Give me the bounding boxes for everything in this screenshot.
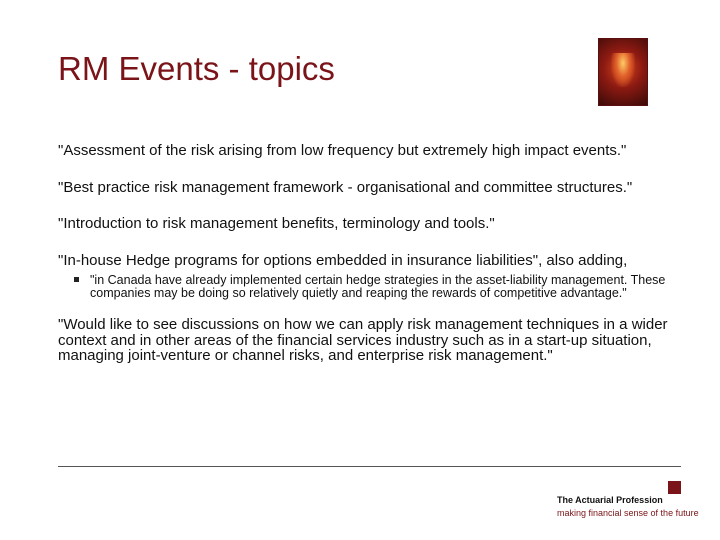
square-bullet-icon [74,277,79,282]
topic-item: "In-house Hedge programs for options embedded in insurance liabilities", also adding, [58,251,628,269]
brand-tagline: making financial sense of the future [557,508,699,518]
topic-item: "Best practice risk management framework - organisational and committee structures." [58,178,633,196]
sub-item [58,274,702,299]
figure-graphic [611,53,635,87]
topic-item: "Would like to see discussions on how we can apply risk management techniques in a wider context and in other areas of the financial services industry such as in a start-up situation, managing joint-venture or channel risks, and enterprise risk management." [58,316,668,364]
slide-content [58,143,698,385]
topic-item: "Assessment of the risk arising from low frequency but extremely high impact events." [58,142,627,159]
sub-item-text: "in Canada have already implemented certain hedge strategies in the asset-liability management. These companies may be doing so relatively quietly and reaping the rewards of competitive advantage." [90,273,666,300]
brand-logo-square [668,481,681,494]
thumbnail-image [598,38,648,106]
footer-divider [58,466,681,467]
brand-name: The Actuarial Profession [557,495,663,505]
slide-title: RM Events - topics [58,50,335,87]
topic-item: "Introduction to risk management benefits, terminology and tools." [58,215,495,232]
